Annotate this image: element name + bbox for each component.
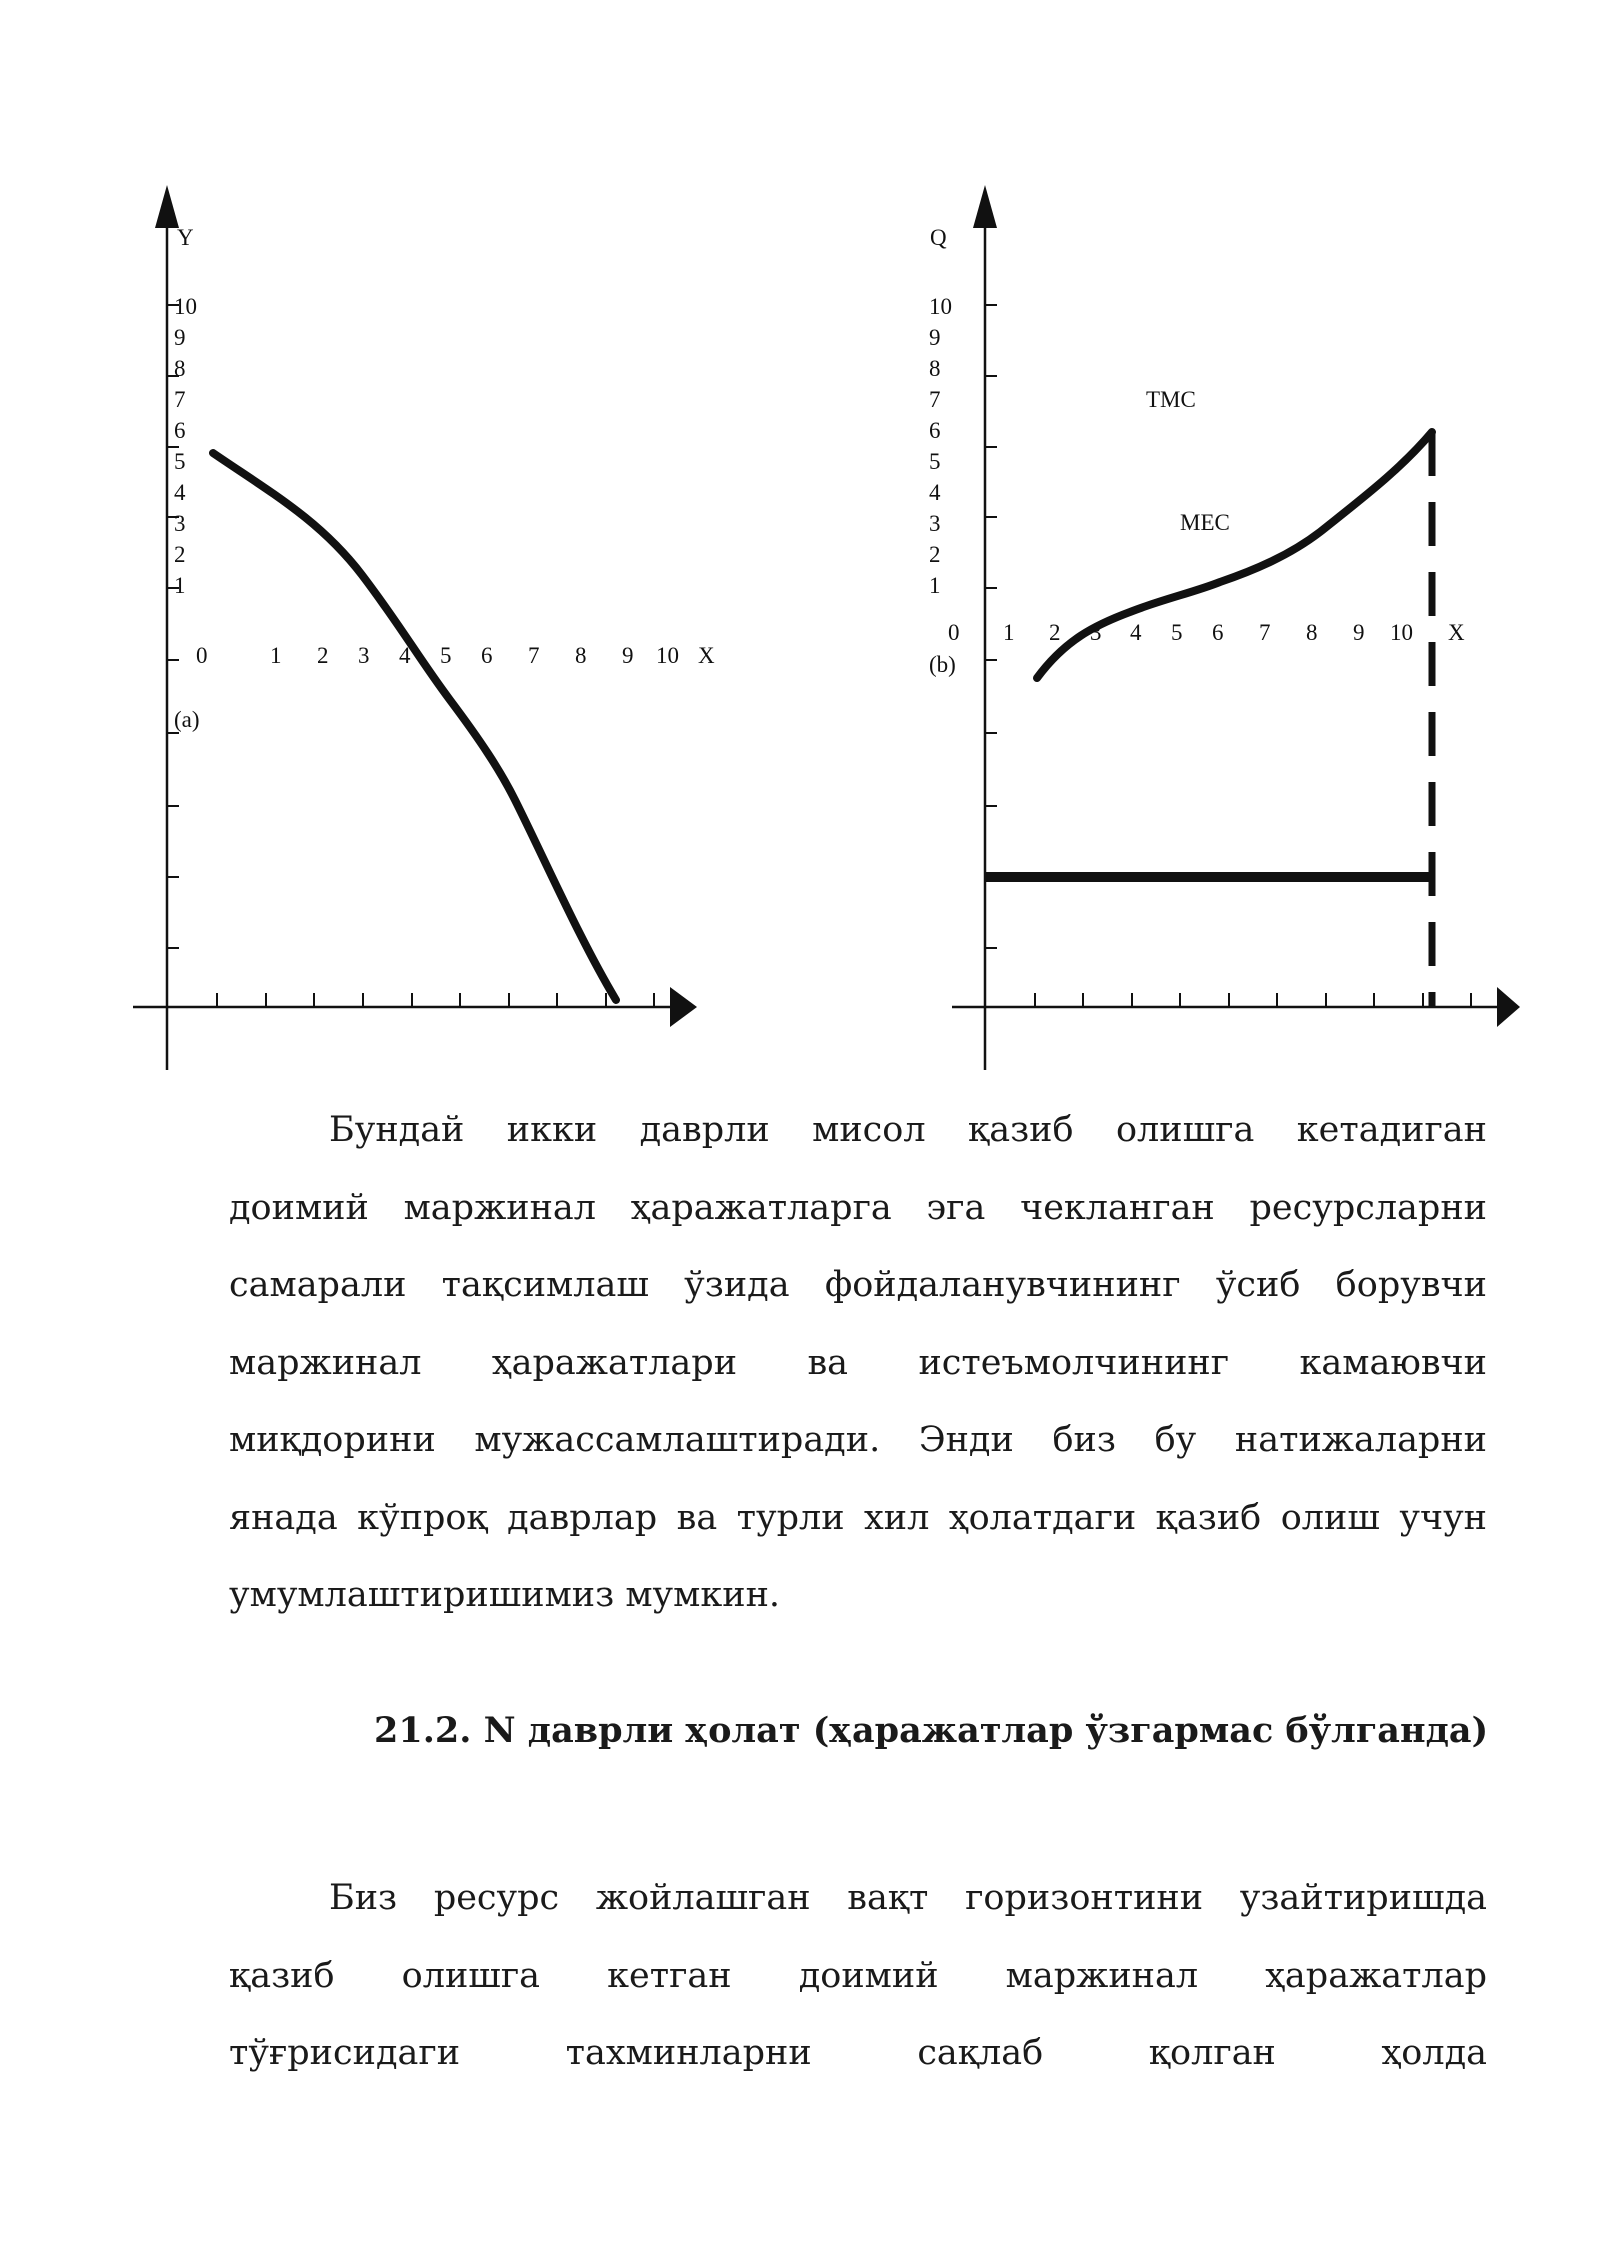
x-tick-label: 0 <box>196 643 208 668</box>
paragraph-line: Бундай икки даврли мисол қазиб олишга кетадиган <box>329 1110 1487 1150</box>
y-tick-label: 7 <box>929 387 941 412</box>
y-tick-label: 7 <box>174 387 186 412</box>
right-y-axis-label: Q <box>930 225 947 250</box>
y-tick-label: 8 <box>929 356 941 381</box>
paragraph-line: Биз ресурс жойлашган вақт горизонтини узайтиришда <box>329 1878 1487 1918</box>
right-y-tick-labels <box>929 294 952 598</box>
paragraph-line: умумлаштиришимиз мумкин. <box>229 1575 781 1615</box>
paragraph-line: янада кўпроқ даврлар ва турли хил ҳолатдаги қазиб олиш учун <box>229 1497 1487 1538</box>
x-tick-label: 5 <box>1171 620 1183 645</box>
two-panel-figure <box>0 0 1600 1090</box>
x-tick-label: 2 <box>317 643 329 668</box>
x-tick-label: 9 <box>1353 620 1365 645</box>
y-tick-label: 6 <box>929 418 941 443</box>
paragraph-line: маржинал ҳаражатлари ва истеъмолчининг камаювчи <box>229 1342 1487 1383</box>
y-tick-label: 8 <box>174 356 186 381</box>
right-x-axis-arrow <box>1497 987 1520 1027</box>
y-tick-label: 3 <box>929 511 941 536</box>
left-panel-tag: (a) <box>174 707 200 732</box>
y-tick-label: 10 <box>929 294 952 319</box>
left-x-tick-labels <box>196 643 679 668</box>
right-x-tick-labels <box>948 620 1413 645</box>
left-curve <box>213 453 616 1000</box>
y-tick-label: 1 <box>174 573 186 598</box>
right-x-axis-label: X <box>1448 620 1465 645</box>
right-x-axis-tick-marks <box>1035 993 1471 1007</box>
mec-label: MEC <box>1180 510 1230 535</box>
right-panel <box>929 185 1520 1070</box>
y-tick-label: 9 <box>174 325 186 350</box>
x-tick-label: 7 <box>528 643 540 668</box>
left-x-axis-arrow <box>670 987 697 1027</box>
right-y-axis-arrow <box>973 185 997 228</box>
y-tick-label: 4 <box>929 480 941 505</box>
x-tick-label: 4 <box>1130 620 1142 645</box>
x-tick-label: 8 <box>575 643 587 668</box>
paragraph-line: қазиб олишга кетган доимий маржинал ҳаражатлар <box>229 1955 1487 1996</box>
left-y-axis-arrow <box>155 185 179 228</box>
y-tick-label: 5 <box>174 449 186 474</box>
x-tick-label: 10 <box>1390 620 1413 645</box>
y-tick-label: 3 <box>174 511 186 536</box>
left-y-axis-label: Y <box>177 225 194 250</box>
y-tick-label: 10 <box>174 294 197 319</box>
x-tick-label: 3 <box>1090 620 1102 645</box>
paragraph-line: тўғрисидаги тахминларни сақлаб қолган ҳолда <box>229 2033 1487 2073</box>
tmc-label: TMC <box>1146 387 1196 412</box>
x-tick-label: 1 <box>270 643 282 668</box>
x-tick-label: 9 <box>622 643 634 668</box>
x-tick-label: 5 <box>440 643 452 668</box>
right-y-axis-tick-marks <box>985 305 997 948</box>
x-tick-label: 2 <box>1049 620 1061 645</box>
x-tick-label: 3 <box>358 643 370 668</box>
y-tick-label: 2 <box>174 542 186 567</box>
paragraph-line: доимий маржинал ҳаражатларга эга чекланган ресурсларни <box>229 1187 1487 1228</box>
x-tick-label: 6 <box>481 643 493 668</box>
paragraph-2 <box>229 1860 1487 2093</box>
paragraph-line: миқдорини мужассамлаштиради. Энди биз бу натижаларни <box>229 1420 1487 1460</box>
x-tick-label: 10 <box>656 643 679 668</box>
x-tick-label: 0 <box>948 620 960 645</box>
right-panel-tag: (b) <box>929 652 956 677</box>
paragraph-line: самарали тақсимлаш ўзида фойдаланувчининг ўсиб борувчи <box>229 1265 1487 1305</box>
y-tick-label: 1 <box>929 573 941 598</box>
left-x-axis-label: X <box>698 643 715 668</box>
x-tick-label: 7 <box>1259 620 1271 645</box>
y-tick-label: 6 <box>174 418 186 443</box>
x-tick-label: 4 <box>399 643 411 668</box>
x-tick-label: 1 <box>1003 620 1015 645</box>
y-tick-label: 9 <box>929 325 941 350</box>
x-tick-label: 8 <box>1306 620 1318 645</box>
paragraph-1 <box>229 1092 1487 1635</box>
y-tick-label: 2 <box>929 542 941 567</box>
y-tick-label: 5 <box>929 449 941 474</box>
left-x-axis-tick-marks <box>217 993 654 1007</box>
section-heading: 21.2. N даврли ҳолат (ҳаражатлар ўзгармас бўлганда) <box>374 1710 1489 1751</box>
x-tick-label: 6 <box>1212 620 1224 645</box>
y-tick-label: 4 <box>174 480 186 505</box>
left-panel <box>133 185 715 1070</box>
